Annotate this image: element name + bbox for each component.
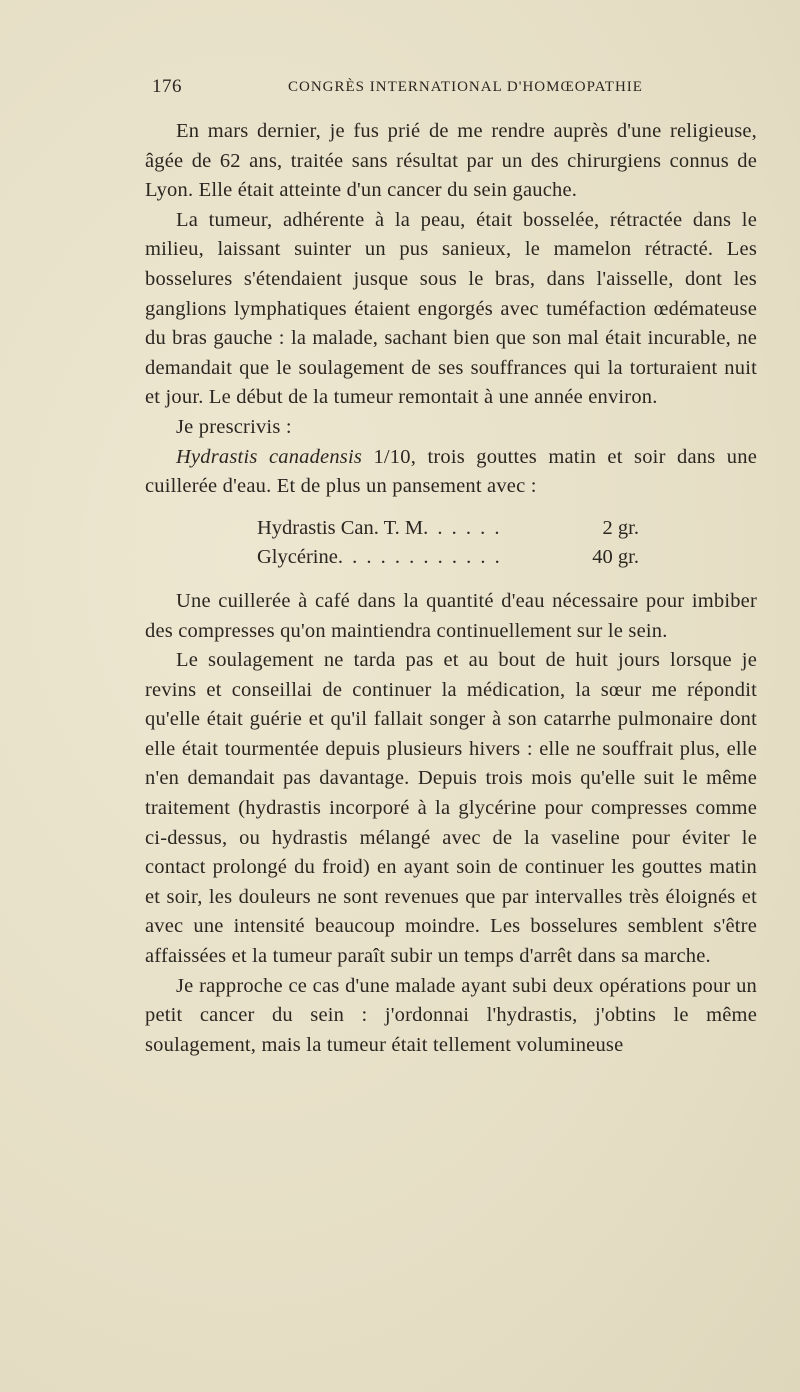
prescription-text: 1/10, trois gouttes matin et soir dans une cuillerée d'eau. Et de plus un pansement avec : [145, 445, 757, 498]
remedy-name: Hydrastis canadensis [176, 445, 363, 468]
running-title: CONGRÈS INTERNATIONAL D'HOMŒOPATHIE [288, 79, 643, 95]
page-header [145, 76, 757, 100]
paragraph: En mars dernier, je fus prié de me rendre auprès d'une religieuse, âgée de 62 ans, traitée sans résultat par un des chirurgiens connus de Lyon. Elle était atteinte d'un cancer du sein gauche. [145, 120, 757, 202]
paragraph: Je rapproche ce cas d'une malade ayant subi deux opérations pour un petit cancer du sein : j'ordonnai l'hydrastis, j'obtins le même soulagement, mais la tumeur était tellement volumineuse [145, 974, 757, 1056]
paragraph: Une cuillerée à café dans la quantité d'eau nécessaire pour imbiber des compresses qu'on maintiendra continuellement sur le sein. [145, 589, 757, 642]
leader-dots: . . . . . . . . . . . . [337, 546, 502, 569]
prescription-paragraph [145, 443, 757, 502]
body-text [145, 117, 757, 1060]
recipe-line [257, 514, 639, 544]
recipe-dose: 2 gr. [602, 516, 639, 539]
leader-dots: . . . . . . [423, 516, 502, 539]
recipe-line [257, 543, 639, 573]
recipe-ingredient: Glycérine [257, 546, 338, 569]
paragraph: Je prescrivis : [176, 415, 292, 438]
recipe-ingredient: Hydrastis Can. T. M [257, 516, 424, 539]
recipe-list [257, 514, 757, 573]
recipe-dose: 40 gr. [592, 546, 639, 569]
page-number: 176 [152, 76, 182, 97]
paragraph: Le soulagement ne tarda pas et au bout de huit jours lorsque je revins et conseillai de continuer la médication, la sœur me répondit qu'elle était guérie et qu'il fallait songer à son catarrhe pulmonaire dont elle était tourmentée depuis plusieurs hivers : elle ne souffrait plus, elle n'en demandait pas davantage. Depuis trois mois qu'elle suit le même traitement (hydrastis incorporé à la glycérine pour compresses comme ci-dessus, ou hydrastis mélangé avec de la vaseline pour éviter le contact prolongé du froid) en ayant soin de continuer les gouttes matin et soir, les douleurs ne sont revenues que par intervalles très éloignés et avec une intensité beaucoup moindre. Les bosselures semblent s'être affaissées et la tumeur paraît subir un temps d'arrêt dans sa marche. [145, 649, 757, 968]
paragraph: La tumeur, adhérente à la peau, était bosselée, rétractée dans le milieu, laissant suinter un pus sanieux, le mamelon rétracté. Les bosselures s'étendaient jusque sous le bras, dans l'aisselle, dont les ganglions lymphatiques étaient engorgés avec tuméfaction œdémateuse du bras gauche : la malade, sachant bien que son mal était incurable, ne demandait que le soulagement de ses souffrances qui la torturaient nuit et jour. Le début de la tumeur remontait à une année environ. [145, 208, 757, 409]
